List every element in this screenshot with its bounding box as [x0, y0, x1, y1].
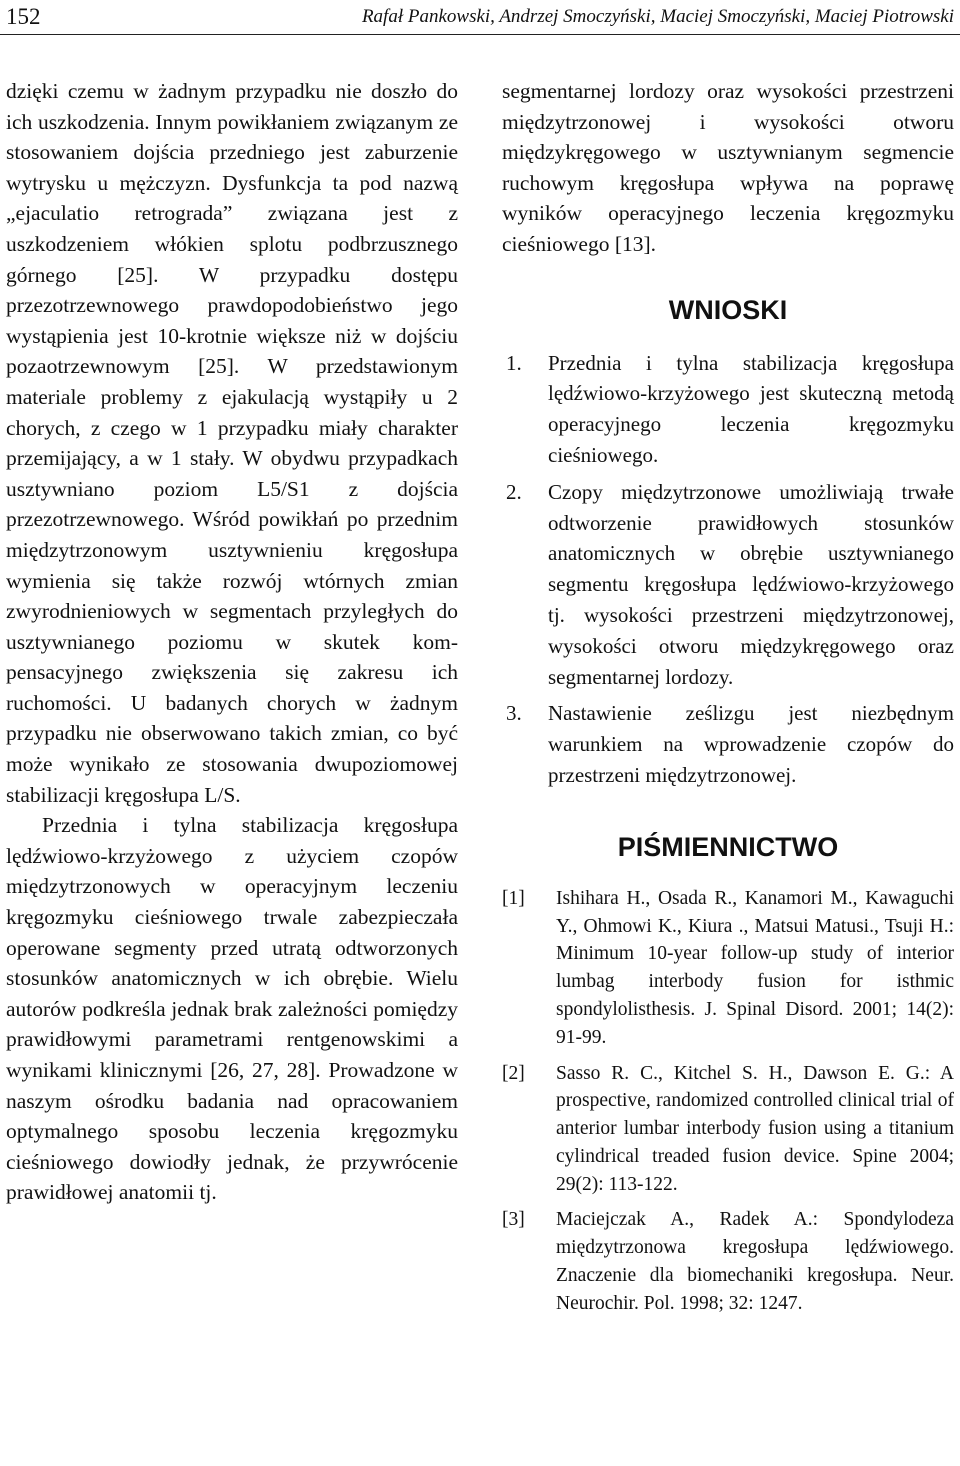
reference-text: Sasso R. C., Kitchel S. H., Dawson E. G.: A prospective, randomized controlled clinical trial of anterior lumbar interbody fusion using a titanium cylindrical treaded fusion device. Spine 2004; 29(2): 113-122. — [556, 1062, 954, 1195]
conclusion-text: Nastawienie ześlizgu jest niezbędnym warunkiem na wprowadzenie czopów do przestrzeni międzytrzonowej. — [548, 701, 954, 787]
reference-item — [502, 1206, 954, 1317]
body-paragraph: dzięki czemu w żadnym przypadku nie doszło do ich uszkodzenia. Innym powikłaniem związanym ze stosowaniem dojścia przedniego jest zaburzenie wytrysku u mężczyzn. Dysfunkcja ta pod nazwą „ejaculatio retrograda” związana jest z uszkodzeniem włókien splotu podbrzusznego górnego [25]. W przypadku dostępu przezotrzewnowego prawdopodobieństwo jego wystąpienia jest 10-krotnie większe niż w dojściu pozaotrzewnowym [25]. W przedstawionym materiale problemy z ejakulacją wystąpiły u 2 chorych, z czego w 1 przypadku miały charakter przemijający, a w 1 stały. W obydwu przypadkach usztywniano poziom L5/S1 z dojścia przezotrzewnowego. Wśród powikłań po przednim międzytrzonowym usztywnieniu kręgosłupa wymienia się także rozwój wtórnych zmian zwyrodnieniowych w segmentach przyległych do usztywnianego poziomu w skutek kompensacyjnego zwiększenia się zakresu ich ruchomości. U badanych chorych w żadnym przypadku nie obserwowano takich zmian, co być może wynikało ze stosowania dwupoziomowej stabilizacji kręgosłupa L/S. — [6, 79, 458, 807]
header-rule — [0, 34, 960, 35]
reference-number: [3] — [502, 1209, 525, 1231]
reference-text: Maciejczak A., Radek A.: Spondylodeza międzytrzonowa kregosłupa lędźwiowego. Znaczenie dla biomechaniki kregosłupa. Neur. Neurochir. Pol. 1998; 32: 1247. — [556, 1209, 954, 1314]
page-header — [0, 0, 960, 36]
reference-text: Ishihara H., Osada R., Kanamori M., Kawaguchi Y., Ohmowi K., Kiura ., Matsui Matusi., Tsuji H.: Minimum 10-year follow-up study of interior lumbag interbody fusion for isthmic spondylolisthesis. J. Spinal Disord. 2001; 14(2): 91-99. — [556, 887, 954, 1048]
page-number: 152 — [6, 4, 41, 29]
left-column — [6, 76, 458, 1208]
conclusions-heading: WNIOSKI — [668, 294, 788, 325]
body-paragraph: Przednia i tylna stabilizacja kręgosłupa lędźwiowo-krzyżowego z użyciem czopów międzytrzonowych w operacyjnym leczeniu kręgozmyku cieśniowego trwale zabezpieczała operowane segmenty przed utratą odtworzonych stosunków anatomicznych w ich obrębie. Wielu autorów podkreśla jednak brak zależności pomiędzy prawidłowymi parametrami rentgenowskimi a wynikami klinicznymi [26, 27, 28]. Prowadzone w naszym ośrodku badania nad opracowaniem optymalnego sposobu leczenia kręgozmyku cieśniowego dowiodły jednak, że przywrócenie prawidłowej anatomii tj. — [6, 813, 458, 1205]
conclusion-item — [502, 348, 954, 471]
references-heading: PIŚMIENNICTWO — [617, 831, 839, 862]
conclusion-text: Czopy międzytrzonowe umożliwiają trwałe odtworzenie prawidłowych stosunków anatomicznych w obrębie usztywnianego segmentu kręgosłupa lędźwiowo-krzyżowego tj. wysokości przestrzeni międzytrzonowej, wysokości otworu międzykręgowego oraz segmentarnej lordozy. — [548, 479, 954, 689]
running-head-authors: Rafał Pankowski, Andrzej Smoczyński, Maciej Smoczyński, Maciej Piotrowski — [361, 6, 954, 27]
conclusion-item — [502, 698, 954, 790]
reference-item — [502, 1060, 954, 1199]
reference-item — [502, 885, 954, 1052]
conclusion-text: Przednia i tylna stabilizacja kręgosłupa lędźwiowo-krzyżowego jest skuteczną metodą operacyjnego leczenia kręgozmyku cieśniowego. — [548, 350, 954, 467]
reference-number: [2] — [502, 1062, 525, 1084]
conclusion-number: 2. — [506, 479, 522, 504]
conclusion-number: 1. — [506, 350, 522, 375]
body-paragraph: segmentarnej lordozy oraz wysokości przestrzeni międzytrzonowej i wysokości otworu międzykręgowego w usztywnianym segmencie ruchowym kręgosłupa wpływa na poprawę wyników operacyjnego leczenia kręgozmyku cieśniowego [13]. — [502, 79, 954, 256]
conclusion-item — [502, 477, 954, 693]
reference-number: [1] — [502, 887, 525, 909]
right-column — [502, 76, 954, 1326]
references-list — [502, 885, 954, 1318]
conclusions-list — [502, 348, 954, 791]
conclusion-number: 3. — [506, 701, 522, 726]
